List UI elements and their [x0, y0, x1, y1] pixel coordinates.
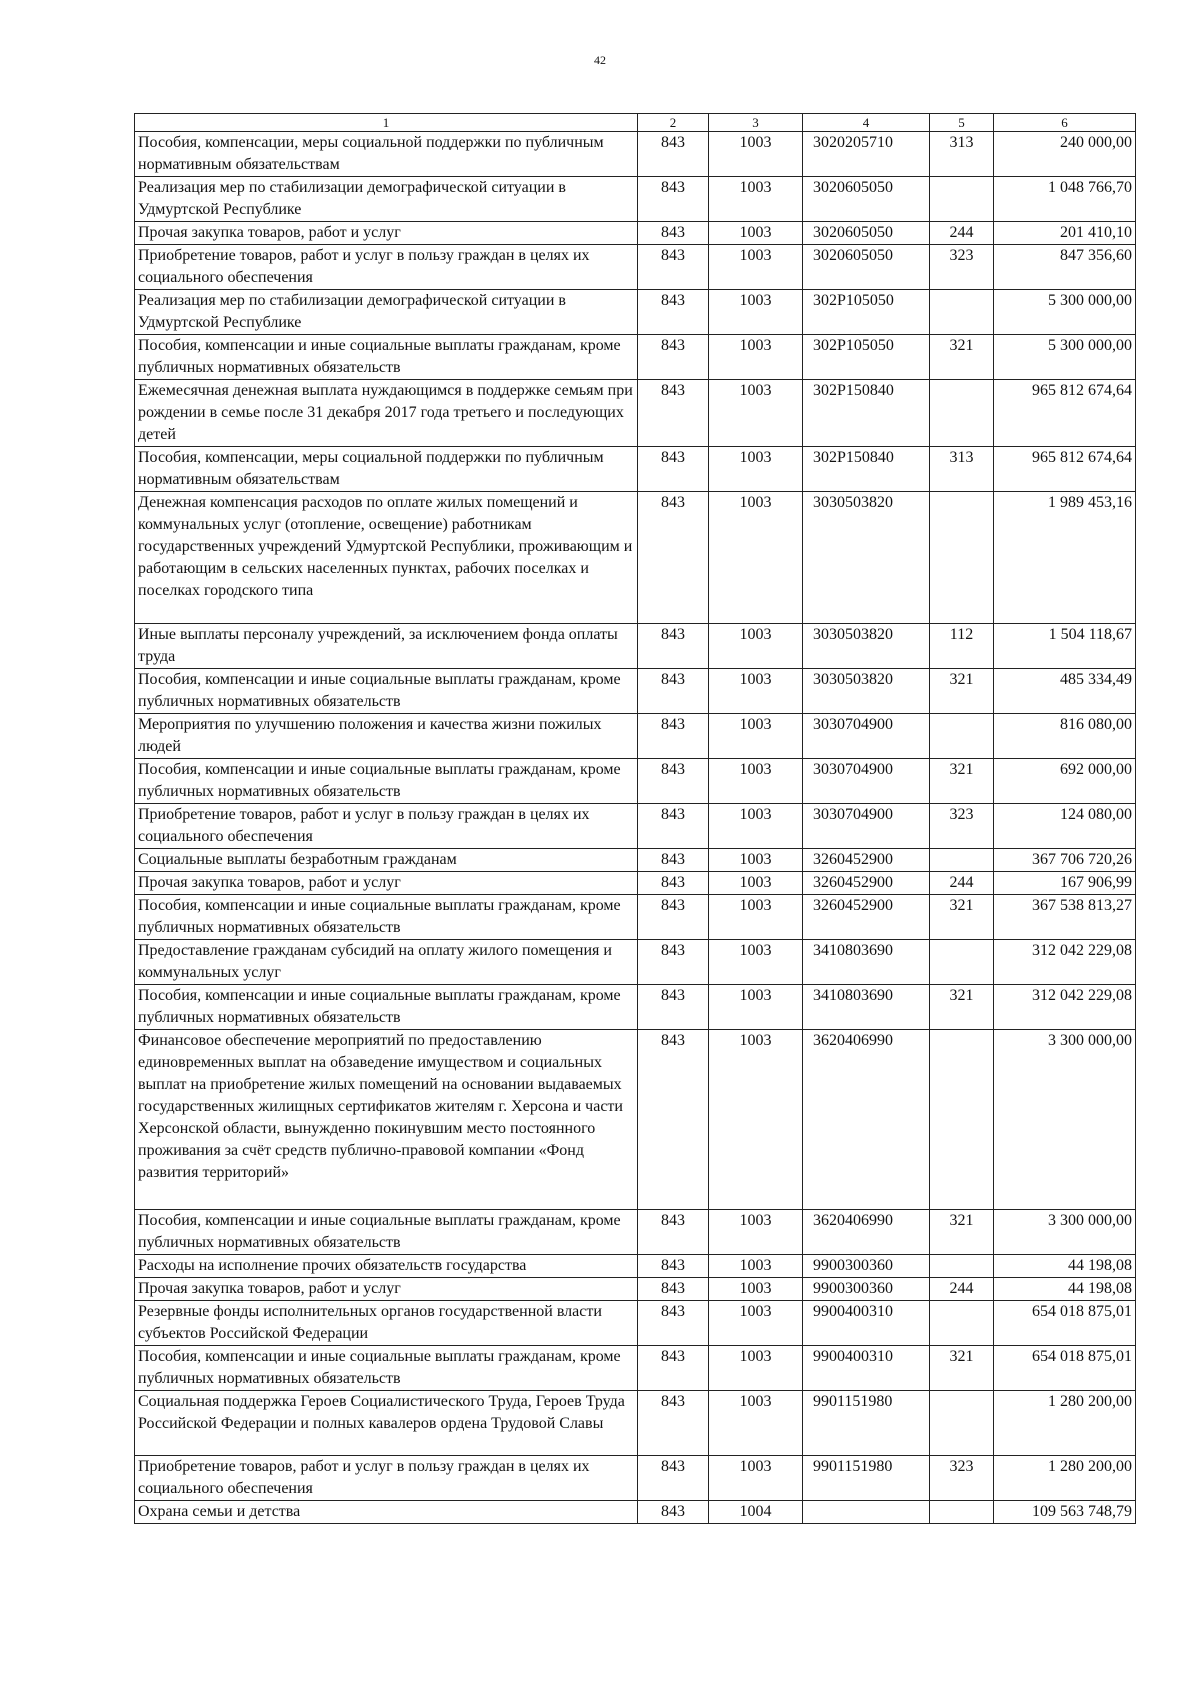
- table-row: [135, 132, 1136, 177]
- cell-amount: 965 812 674,64: [994, 380, 1136, 447]
- cell-description: Ежемесячная денежная выплата нуждающимся в поддержке семьям при рождении в семье после 31 декабря 2017 года третьего и последующих детей: [135, 380, 638, 447]
- cell-description: Пособия, компенсации и иные социальные выплаты гражданам, кроме публичных нормативных обязательств: [135, 1346, 638, 1391]
- cell-amount: 847 356,60: [994, 245, 1136, 290]
- cell-expense-type: [930, 492, 994, 624]
- cell-amount: 109 563 748,79: [994, 1501, 1136, 1524]
- cell-section-code: 1003: [709, 335, 803, 380]
- table-row: [135, 714, 1136, 759]
- table-row: [135, 669, 1136, 714]
- cell-amount: 692 000,00: [994, 759, 1136, 804]
- table-row: [135, 872, 1136, 895]
- cell-description: Мероприятия по улучшению положения и качества жизни пожилых людей: [135, 714, 638, 759]
- cell-amount: 3 300 000,00: [994, 1210, 1136, 1255]
- cell-chief-admin-code: 843: [638, 940, 709, 985]
- cell-section-code: 1003: [709, 132, 803, 177]
- cell-target-article: 9901151980: [803, 1391, 930, 1456]
- cell-section-code: 1003: [709, 872, 803, 895]
- cell-expense-type: 323: [930, 804, 994, 849]
- cell-target-article: 3030503820: [803, 492, 930, 624]
- cell-amount: 201 410,10: [994, 222, 1136, 245]
- cell-target-article: 3030704900: [803, 804, 930, 849]
- table-row: [135, 335, 1136, 380]
- table-row: [135, 940, 1136, 985]
- cell-amount: 312 042 229,08: [994, 940, 1136, 985]
- cell-section-code: 1003: [709, 290, 803, 335]
- table-row: [135, 222, 1136, 245]
- cell-description: Прочая закупка товаров, работ и услуг: [135, 222, 638, 245]
- cell-expense-type: [930, 290, 994, 335]
- cell-target-article: 3410803690: [803, 940, 930, 985]
- cell-section-code: 1003: [709, 245, 803, 290]
- cell-section-code: 1003: [709, 380, 803, 447]
- cell-description: Пособия, компенсации и иные социальные выплаты гражданам, кроме публичных нормативных обязательств: [135, 1210, 638, 1255]
- cell-target-article: 3260452900: [803, 849, 930, 872]
- cell-section-code: 1004: [709, 1501, 803, 1524]
- cell-amount: 44 198,08: [994, 1278, 1136, 1301]
- cell-section-code: 1003: [709, 1255, 803, 1278]
- cell-amount: 654 018 875,01: [994, 1301, 1136, 1346]
- table-row: [135, 177, 1136, 222]
- cell-chief-admin-code: 843: [638, 1255, 709, 1278]
- cell-chief-admin-code: 843: [638, 222, 709, 245]
- cell-expense-type: 112: [930, 624, 994, 669]
- cell-section-code: 1003: [709, 1278, 803, 1301]
- column-header: 1: [135, 114, 638, 132]
- cell-description: Пособия, компенсации и иные социальные выплаты гражданам, кроме публичных нормативных обязательств: [135, 669, 638, 714]
- cell-description: Охрана семьи и детства: [135, 1501, 638, 1524]
- cell-expense-type: 323: [930, 245, 994, 290]
- table-row: [135, 492, 1136, 624]
- cell-section-code: 1003: [709, 1456, 803, 1501]
- cell-chief-admin-code: 843: [638, 1278, 709, 1301]
- cell-description: Пособия, компенсации и иные социальные выплаты гражданам, кроме публичных нормативных обязательств: [135, 759, 638, 804]
- cell-expense-type: [930, 940, 994, 985]
- table-row: [135, 1030, 1136, 1210]
- cell-amount: 965 812 674,64: [994, 447, 1136, 492]
- cell-target-article: 3030704900: [803, 714, 930, 759]
- table-row: [135, 1456, 1136, 1501]
- cell-target-article: 9901151980: [803, 1456, 930, 1501]
- cell-amount: 1 280 200,00: [994, 1391, 1136, 1456]
- cell-target-article: 302P150840: [803, 380, 930, 447]
- cell-description: Социальные выплаты безработным гражданам: [135, 849, 638, 872]
- cell-expense-type: 323: [930, 1456, 994, 1501]
- cell-expense-type: 313: [930, 447, 994, 492]
- cell-description: Реализация мер по стабилизации демографической ситуации в Удмуртской Республике: [135, 177, 638, 222]
- table-row: [135, 849, 1136, 872]
- cell-description: Пособия, компенсации и иные социальные выплаты гражданам, кроме публичных нормативных обязательств: [135, 895, 638, 940]
- cell-target-article: 3020605050: [803, 177, 930, 222]
- cell-target-article: 302P150840: [803, 447, 930, 492]
- column-header: 5: [930, 114, 994, 132]
- table-row: [135, 1501, 1136, 1524]
- cell-amount: 367 538 813,27: [994, 895, 1136, 940]
- cell-description: Приобретение товаров, работ и услуг в пользу граждан в целях их социального обеспечения: [135, 804, 638, 849]
- cell-amount: 485 334,49: [994, 669, 1136, 714]
- cell-section-code: 1003: [709, 985, 803, 1030]
- cell-target-article: 3620406990: [803, 1210, 930, 1255]
- cell-section-code: 1003: [709, 940, 803, 985]
- cell-description: Прочая закупка товаров, работ и услуг: [135, 872, 638, 895]
- cell-chief-admin-code: 843: [638, 624, 709, 669]
- cell-target-article: 3030503820: [803, 624, 930, 669]
- cell-target-article: 9900300360: [803, 1255, 930, 1278]
- cell-chief-admin-code: 843: [638, 132, 709, 177]
- table-row: [135, 895, 1136, 940]
- cell-section-code: 1003: [709, 1391, 803, 1456]
- cell-section-code: 1003: [709, 624, 803, 669]
- cell-description: Пособия, компенсации, меры социальной поддержки по публичным нормативным обязательствам: [135, 132, 638, 177]
- cell-amount: 1 989 453,16: [994, 492, 1136, 624]
- column-header: 6: [994, 114, 1136, 132]
- cell-target-article: 3260452900: [803, 895, 930, 940]
- cell-amount: 367 706 720,26: [994, 849, 1136, 872]
- cell-section-code: 1003: [709, 849, 803, 872]
- cell-section-code: 1003: [709, 669, 803, 714]
- cell-expense-type: [930, 1301, 994, 1346]
- cell-chief-admin-code: 843: [638, 1346, 709, 1391]
- cell-section-code: 1003: [709, 222, 803, 245]
- cell-chief-admin-code: 843: [638, 804, 709, 849]
- cell-amount: 1 504 118,67: [994, 624, 1136, 669]
- cell-amount: 5 300 000,00: [994, 290, 1136, 335]
- cell-description: Приобретение товаров, работ и услуг в пользу граждан в целях их социального обеспечения: [135, 245, 638, 290]
- cell-target-article: 3020605050: [803, 222, 930, 245]
- cell-chief-admin-code: 843: [638, 380, 709, 447]
- cell-expense-type: [930, 714, 994, 759]
- cell-description: Резервные фонды исполнительных органов государственной власти субъектов Российской Федерации: [135, 1301, 638, 1346]
- cell-amount: 1 048 766,70: [994, 177, 1136, 222]
- cell-section-code: 1003: [709, 895, 803, 940]
- cell-chief-admin-code: 843: [638, 1301, 709, 1346]
- cell-target-article: [803, 1501, 930, 1524]
- cell-target-article: 3030503820: [803, 669, 930, 714]
- table-row: [135, 1278, 1136, 1301]
- cell-description: Предоставление гражданам субсидий на оплату жилого помещения и коммунальных услуг: [135, 940, 638, 985]
- cell-description: Социальная поддержка Героев Социалистического Труда, Героев Труда Российской Федерации и полных кавалеров ордена Трудовой Славы: [135, 1391, 638, 1456]
- table-row: [135, 759, 1136, 804]
- table-row: [135, 985, 1136, 1030]
- cell-chief-admin-code: 843: [638, 895, 709, 940]
- page-number: 42: [594, 53, 606, 67]
- table-row: [135, 1255, 1136, 1278]
- column-header: 4: [803, 114, 930, 132]
- cell-target-article: 3020205710: [803, 132, 930, 177]
- cell-chief-admin-code: 843: [638, 245, 709, 290]
- cell-expense-type: 321: [930, 1210, 994, 1255]
- cell-target-article: 3020605050: [803, 245, 930, 290]
- cell-chief-admin-code: 843: [638, 669, 709, 714]
- cell-target-article: 3410803690: [803, 985, 930, 1030]
- cell-expense-type: 321: [930, 895, 994, 940]
- cell-description: Пособия, компенсации, меры социальной поддержки по публичным нормативным обязательствам: [135, 447, 638, 492]
- cell-chief-admin-code: 843: [638, 1210, 709, 1255]
- cell-expense-type: [930, 177, 994, 222]
- cell-chief-admin-code: 843: [638, 759, 709, 804]
- budget-table: [134, 113, 1136, 1524]
- cell-chief-admin-code: 843: [638, 872, 709, 895]
- cell-expense-type: [930, 849, 994, 872]
- table-row: [135, 624, 1136, 669]
- cell-section-code: 1003: [709, 804, 803, 849]
- cell-chief-admin-code: 843: [638, 1030, 709, 1210]
- cell-description: Реализация мер по стабилизации демографической ситуации в Удмуртской Республике: [135, 290, 638, 335]
- cell-target-article: 3030704900: [803, 759, 930, 804]
- cell-chief-admin-code: 843: [638, 290, 709, 335]
- table-row: [135, 447, 1136, 492]
- table-row: [135, 380, 1136, 447]
- cell-section-code: 1003: [709, 759, 803, 804]
- cell-chief-admin-code: 843: [638, 447, 709, 492]
- cell-expense-type: [930, 1030, 994, 1210]
- cell-description: Пособия, компенсации и иные социальные выплаты гражданам, кроме публичных нормативных обязательств: [135, 985, 638, 1030]
- cell-chief-admin-code: 843: [638, 1501, 709, 1524]
- table-row: [135, 1346, 1136, 1391]
- cell-amount: 167 906,99: [994, 872, 1136, 895]
- cell-expense-type: [930, 1391, 994, 1456]
- cell-amount: 44 198,08: [994, 1255, 1136, 1278]
- cell-expense-type: 321: [930, 985, 994, 1030]
- column-header: 2: [638, 114, 709, 132]
- table-header-row: [135, 114, 1136, 132]
- cell-chief-admin-code: 843: [638, 177, 709, 222]
- cell-description: Приобретение товаров, работ и услуг в пользу граждан в целях их социального обеспечения: [135, 1456, 638, 1501]
- cell-target-article: 3260452900: [803, 872, 930, 895]
- cell-description: Денежная компенсация расходов по оплате жилых помещений и коммунальных услуг (отопление, освещение) работникам государственных учреждений Удмуртской Республики, проживающим и работающим в сельских населенных пунктах, рабочих поселках и поселках городского типа: [135, 492, 638, 624]
- cell-section-code: 1003: [709, 1030, 803, 1210]
- cell-amount: 3 300 000,00: [994, 1030, 1136, 1210]
- cell-chief-admin-code: 843: [638, 1391, 709, 1456]
- table-row: [135, 804, 1136, 849]
- cell-expense-type: 244: [930, 872, 994, 895]
- cell-section-code: 1003: [709, 447, 803, 492]
- cell-target-article: 9900400310: [803, 1301, 930, 1346]
- cell-section-code: 1003: [709, 1210, 803, 1255]
- table-row: [135, 245, 1136, 290]
- cell-section-code: 1003: [709, 177, 803, 222]
- table-row: [135, 1210, 1136, 1255]
- cell-target-article: 302P105050: [803, 335, 930, 380]
- cell-chief-admin-code: 843: [638, 849, 709, 872]
- table-row: [135, 1391, 1136, 1456]
- cell-amount: 816 080,00: [994, 714, 1136, 759]
- cell-section-code: 1003: [709, 714, 803, 759]
- cell-description: Прочая закупка товаров, работ и услуг: [135, 1278, 638, 1301]
- cell-expense-type: [930, 380, 994, 447]
- cell-section-code: 1003: [709, 492, 803, 624]
- cell-section-code: 1003: [709, 1301, 803, 1346]
- cell-expense-type: 321: [930, 669, 994, 714]
- cell-amount: 1 280 200,00: [994, 1456, 1136, 1501]
- table-row: [135, 290, 1136, 335]
- cell-expense-type: [930, 1255, 994, 1278]
- column-header: 3: [709, 114, 803, 132]
- cell-expense-type: 321: [930, 335, 994, 380]
- cell-amount: 124 080,00: [994, 804, 1136, 849]
- cell-amount: 654 018 875,01: [994, 1346, 1136, 1391]
- cell-expense-type: 321: [930, 1346, 994, 1391]
- cell-expense-type: [930, 1501, 994, 1524]
- cell-description: Пособия, компенсации и иные социальные выплаты гражданам, кроме публичных нормативных обязательств: [135, 335, 638, 380]
- table-row: [135, 1301, 1136, 1346]
- cell-amount: 5 300 000,00: [994, 335, 1136, 380]
- cell-description: Расходы на исполнение прочих обязательств государства: [135, 1255, 638, 1278]
- cell-section-code: 1003: [709, 1346, 803, 1391]
- cell-expense-type: 244: [930, 1278, 994, 1301]
- cell-target-article: 9900300360: [803, 1278, 930, 1301]
- cell-expense-type: 244: [930, 222, 994, 245]
- cell-description: Иные выплаты персоналу учреждений, за исключением фонда оплаты труда: [135, 624, 638, 669]
- cell-amount: 312 042 229,08: [994, 985, 1136, 1030]
- cell-chief-admin-code: 843: [638, 335, 709, 380]
- cell-chief-admin-code: 843: [638, 492, 709, 624]
- cell-chief-admin-code: 843: [638, 714, 709, 759]
- cell-chief-admin-code: 843: [638, 1456, 709, 1501]
- cell-expense-type: 313: [930, 132, 994, 177]
- cell-target-article: 9900400310: [803, 1346, 930, 1391]
- cell-expense-type: 321: [930, 759, 994, 804]
- cell-amount: 240 000,00: [994, 132, 1136, 177]
- cell-chief-admin-code: 843: [638, 985, 709, 1030]
- cell-target-article: 3620406990: [803, 1030, 930, 1210]
- cell-description: Финансовое обеспечение мероприятий по предоставлению единовременных выплат на обзаведение имуществом и социальных выплат на приобретение жилых помещений на основании выдаваемых государственных жилищных сертификатов жителям г. Херсона и части Херсонской области, вынужденно покинувшим место постоянного проживания за счёт средств публично-правовой компании «Фонд развития территорий»: [135, 1030, 638, 1210]
- cell-target-article: 302P105050: [803, 290, 930, 335]
